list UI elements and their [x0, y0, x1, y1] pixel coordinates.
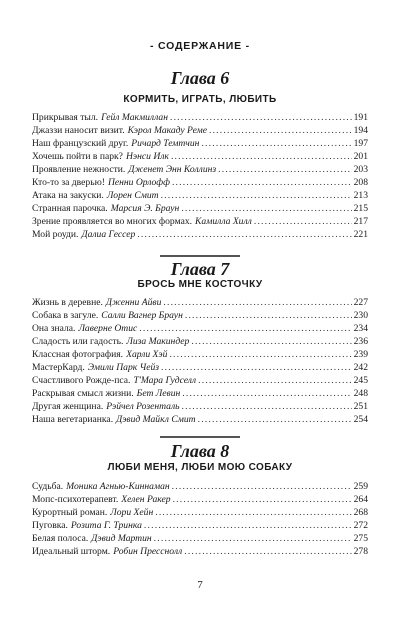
dot-leader — [201, 137, 351, 150]
dot-leader — [144, 519, 352, 532]
entry-page-number: 275 — [353, 533, 368, 544]
dot-leader — [139, 322, 351, 335]
entry-page-number: 239 — [353, 349, 368, 360]
toc-entry — [32, 400, 368, 413]
entry-title: Судьба. — [32, 481, 64, 492]
entry-page-number: 272 — [353, 520, 368, 531]
entry-author: Дэвид Мартин — [91, 533, 152, 544]
entry-title: Пуговка. — [32, 520, 68, 531]
entry-author: Пенни Орлофф — [107, 177, 170, 188]
toc-entry — [32, 176, 368, 189]
entry-page-number: 254 — [353, 414, 368, 425]
toc-entry — [32, 189, 368, 202]
entry-page-number: 197 — [353, 138, 368, 149]
entry-title: Белая полоса. — [32, 533, 89, 544]
entry-title: Другая женщина. — [32, 401, 104, 412]
dot-leader — [173, 493, 352, 506]
toc-entry — [32, 413, 368, 426]
entry-author: Эмили Парк Чейз — [87, 362, 160, 373]
entry-author: Рэйчел Розенталь — [106, 401, 180, 412]
entry-page-number: 234 — [353, 323, 368, 334]
dot-leader — [184, 545, 351, 558]
entry-author: Бет Левин — [136, 388, 181, 399]
toc-entry — [32, 322, 368, 335]
entry-title: Джаззи наносит визит. — [32, 125, 125, 136]
dot-leader — [182, 387, 351, 400]
entry-author: Дэвид Майкл Смит — [116, 414, 196, 425]
chapter-number: Глава 7 — [170, 259, 230, 279]
entry-page-number: 213 — [353, 190, 368, 201]
toc-entry — [32, 361, 368, 374]
entry-title: Курортный роман. — [32, 507, 108, 518]
entry-author: Камилла Хилл — [195, 216, 252, 227]
toc-list — [32, 296, 368, 426]
entry-title: Зрение проявляется во многих формах. — [32, 216, 193, 227]
entry-title: МастерКард. — [32, 362, 85, 373]
entry-title: Счастливого Рожде-пса. — [32, 375, 131, 386]
entry-page-number: 245 — [353, 375, 368, 386]
entry-author: Дженет Энн Коллинз — [128, 164, 217, 175]
toc-entry — [32, 519, 368, 532]
dot-leader — [198, 374, 351, 387]
entry-author: Лаверне Отис — [78, 323, 138, 334]
toc-entry — [32, 309, 368, 322]
chapter-title: КОРМИТЬ, ИГРАТЬ, ЛЮБИТЬ — [123, 94, 277, 105]
dot-leader — [185, 309, 352, 322]
entry-title: Наш французский друг. — [32, 138, 129, 149]
toc-entry — [32, 335, 368, 348]
entry-page-number: 217 — [353, 216, 368, 227]
entry-title: Наша вегетарианка. — [32, 414, 114, 425]
entry-page-number: 242 — [353, 362, 368, 373]
entry-title: Жизнь в деревне. — [32, 297, 103, 308]
toc-entry — [32, 163, 368, 176]
toc-entry — [32, 348, 368, 361]
entry-title: Сладость или гадость. — [32, 336, 124, 347]
entry-title: Мой роуди. — [32, 229, 79, 240]
entry-author: Ричард Темтчин — [131, 138, 200, 149]
chapter-number: Глава 6 — [170, 68, 230, 88]
entry-title: Хочешь пойти в парк? — [32, 151, 123, 162]
section-divider — [160, 255, 240, 257]
dot-leader — [254, 215, 352, 228]
dot-leader — [191, 335, 351, 348]
entry-page-number: 230 — [353, 310, 368, 321]
entry-author: Лори Хейн — [110, 507, 154, 518]
entry-title: Она знала. — [32, 323, 76, 334]
entry-page-number: 268 — [353, 507, 368, 518]
entry-page-number: 227 — [353, 297, 368, 308]
dot-leader — [182, 400, 352, 413]
toc-entry — [32, 545, 368, 558]
entry-author: Моника Агнью-Киннаман — [66, 481, 170, 492]
page-title: - СОДЕРЖАНИЕ - — [150, 40, 250, 52]
entry-page-number: 215 — [353, 203, 368, 214]
toc-entry — [32, 228, 368, 241]
entry-author: Харли Хэй — [126, 349, 168, 360]
dot-leader — [163, 296, 351, 309]
entry-page-number: 259 — [353, 481, 368, 492]
entry-title: Прикрывая тыл. — [32, 112, 99, 123]
entry-author: Лорен Смит — [106, 190, 159, 201]
dot-leader — [172, 480, 352, 493]
dot-leader — [161, 189, 352, 202]
chapter-title: БРОСЬ МНЕ КОСТОЧКУ — [137, 279, 263, 290]
entry-title: Классная фотография. — [32, 349, 124, 360]
toc-entry — [32, 374, 368, 387]
dot-leader — [161, 361, 352, 374]
entry-page-number: 208 — [353, 177, 368, 188]
entry-page-number: 248 — [353, 388, 368, 399]
entry-title: Проявление нежности. — [32, 164, 126, 175]
entry-title: Кто-то за дверью! — [32, 177, 105, 188]
toc-list — [32, 480, 368, 558]
toc-entry — [32, 150, 368, 163]
chapter-number: Глава 8 — [170, 441, 230, 461]
dot-leader — [171, 150, 352, 163]
entry-author: Кэрол Макаду Реме — [127, 125, 207, 136]
dot-leader — [170, 111, 352, 124]
dot-leader — [209, 124, 352, 137]
entry-page-number: 278 — [353, 546, 368, 557]
page-number: 7 — [197, 579, 203, 591]
toc-entry — [32, 493, 368, 506]
toc-entry — [32, 215, 368, 228]
dot-leader — [154, 532, 352, 545]
toc-list — [32, 111, 368, 241]
entry-author: Т'Мара Гудселл — [133, 375, 197, 386]
entry-author: Робин Пресснолл — [113, 546, 183, 557]
section-divider — [160, 436, 240, 438]
toc-entry — [32, 387, 368, 400]
entry-page-number: 236 — [353, 336, 368, 347]
entry-page-number: 221 — [353, 229, 368, 240]
dot-leader — [169, 348, 351, 361]
toc-entry — [32, 296, 368, 309]
entry-author: Салли Вагнер Браун — [101, 310, 183, 321]
entry-page-number: 201 — [353, 151, 368, 162]
dot-leader — [172, 176, 352, 189]
toc-entry — [32, 532, 368, 545]
entry-author: Нэнси Илк — [125, 151, 169, 162]
dot-leader — [218, 163, 351, 176]
toc-entry — [32, 124, 368, 137]
entry-page-number: 194 — [353, 125, 368, 136]
entry-title: Мопс-психотерапевт. — [32, 494, 119, 505]
dot-leader — [181, 202, 351, 215]
entry-title: Странная парочка. — [32, 203, 108, 214]
entry-author: Гейл Макмиллан — [101, 112, 168, 123]
entry-title: Идеальный шторм. — [32, 546, 111, 557]
toc-entry — [32, 506, 368, 519]
entry-page-number: 203 — [353, 164, 368, 175]
entry-page-number: 264 — [353, 494, 368, 505]
entry-page-number: 251 — [353, 401, 368, 412]
entry-author: Хелен Ракер — [121, 494, 171, 505]
entry-page-number: 191 — [353, 112, 368, 123]
dot-leader — [155, 506, 351, 519]
entry-title: Атака на закуски. — [32, 190, 104, 201]
entry-title: Собака в загуле. — [32, 310, 99, 321]
toc-entry — [32, 202, 368, 215]
dot-leader — [137, 228, 351, 241]
entry-author: Марсия Э. Браун — [110, 203, 180, 214]
entry-author: Дженни Айви — [105, 297, 162, 308]
entry-author: Лиза Макиндер — [126, 336, 190, 347]
entry-title: Раскрывая смысл жизни. — [32, 388, 134, 399]
toc-entry — [32, 137, 368, 150]
entry-author: Розита Г. Тринка — [70, 520, 142, 531]
chapter-title: ЛЮБИ МЕНЯ, ЛЮБИ МОЮ СОБАКУ — [107, 462, 293, 473]
entry-author: Далиа Гессер — [81, 229, 136, 240]
dot-leader — [198, 413, 352, 426]
toc-entry — [32, 111, 368, 124]
toc-entry — [32, 480, 368, 493]
